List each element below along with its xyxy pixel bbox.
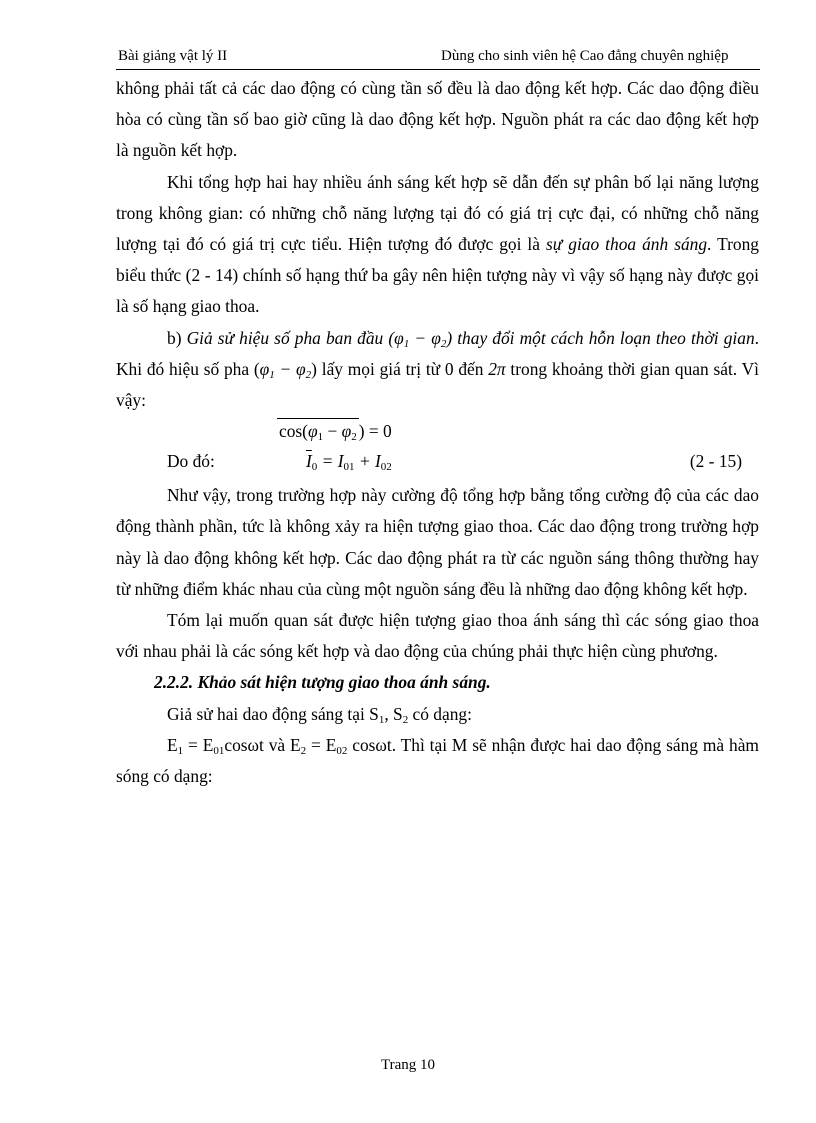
equation-2-15	[116, 446, 759, 480]
case-b-condition: Giả sử hiệu số pha ban đầu $(\varphi_1 - \varphi_2)$ thay đổi một cách hỗn loạn theo thời gian	[186, 327, 755, 350]
text: . Khi đó hiệu số pha (	[116, 327, 759, 379]
term-interference: sự giao thoa ánh sáng	[545, 234, 708, 255]
header-rule	[116, 69, 760, 70]
paragraph-case-b	[116, 323, 759, 417]
page-number: Trang 10	[380, 1057, 436, 1073]
text: Khi tổng hợp hai hay nhiều ánh sáng kết hợp sẽ dẫn đến sự phân bố lại năng lượng trong không gian: có những chỗ năng lượng tại đó có giá trị cực đại, có những chỗ năng lượng tại đó có giá trị cực tiểu. Hiện tượng đó được gọi là	[116, 171, 759, 255]
header-audience: Dùng cho sinh viên hệ Cao đẳng chuyên nghiệp	[441, 48, 729, 64]
header-course-title: Bài giảng vật lý II	[118, 48, 228, 64]
text: b)	[167, 327, 187, 348]
paragraph-coherent-sources: không phải tất cả các dao động có cùng tần số đều là dao động kết hợp. Các dao động điều hòa có cùng tần số bao giờ cũng là dao động kết hợp. Nguồn phát ra các dao động kết hợp là nguồn kết hợp.	[116, 78, 759, 161]
equation-label: Do đó:	[167, 451, 215, 472]
text: . Trong biểu thức (2 - 14) chính số hạng thứ ba gây nên hiện tượng này vì vậy số hạng này được gọi là số hạng giao thoa.	[116, 234, 759, 317]
text: ) lấy mọi giá trị từ 0 đến	[311, 358, 489, 379]
section-heading: 2.2.2. Khảo sát hiện tượng giao thoa ánh sáng.	[154, 672, 491, 693]
page-body	[116, 73, 759, 792]
paragraph-conclusion: Tóm lại muốn quan sát được hiện tượng giao thoa ánh sáng thì các sóng giao thoa với nhau phải là các sóng kết hợp và dao động của chúng phải thực hiện cùng phương.	[116, 610, 759, 662]
two-pi: 2π	[488, 358, 506, 379]
paragraph-no-interference: Như vậy, trong trường hợp này cường độ tổng hợp bằng tổng cường độ của các dao động thành phần, tức là không xảy ra hiện tượng giao thoa. Các dao động trong trường hợp này là dao động không kết hợp. Các dao động phát ra từ các nguồn sáng thông thường hay từ những điểm khác nhau của cùng một nguồn sáng đều là những dao động không kết hợp.	[116, 485, 759, 599]
phase-difference: $\varphi_1 - \varphi_2$	[259, 358, 312, 381]
paragraph-wave-equations: $E_1 = E_{01}\cos\omega t$ và $E_2 = E_{02}$ cosωt. Thì tại M sẽ nhận được hai dao động sáng mà hàm sóng có dạng:	[116, 734, 759, 787]
paragraph-interference-definition	[116, 167, 759, 323]
text: trong khoảng thời gian quan sát. Vì vậy:	[116, 358, 759, 411]
paragraph-sources: Giả sử hai dao động sáng tại $S_1$, $S_2$ có dạng:	[167, 703, 472, 726]
equation-cos-average: $\cos(\varphi_1 - \varphi_2$ ) = 0	[116, 416, 759, 446]
equation-formula: $\overline{I}_0 = I_{01} + I_{02}$	[306, 451, 392, 474]
equation-number: (2 - 15)	[689, 451, 742, 472]
